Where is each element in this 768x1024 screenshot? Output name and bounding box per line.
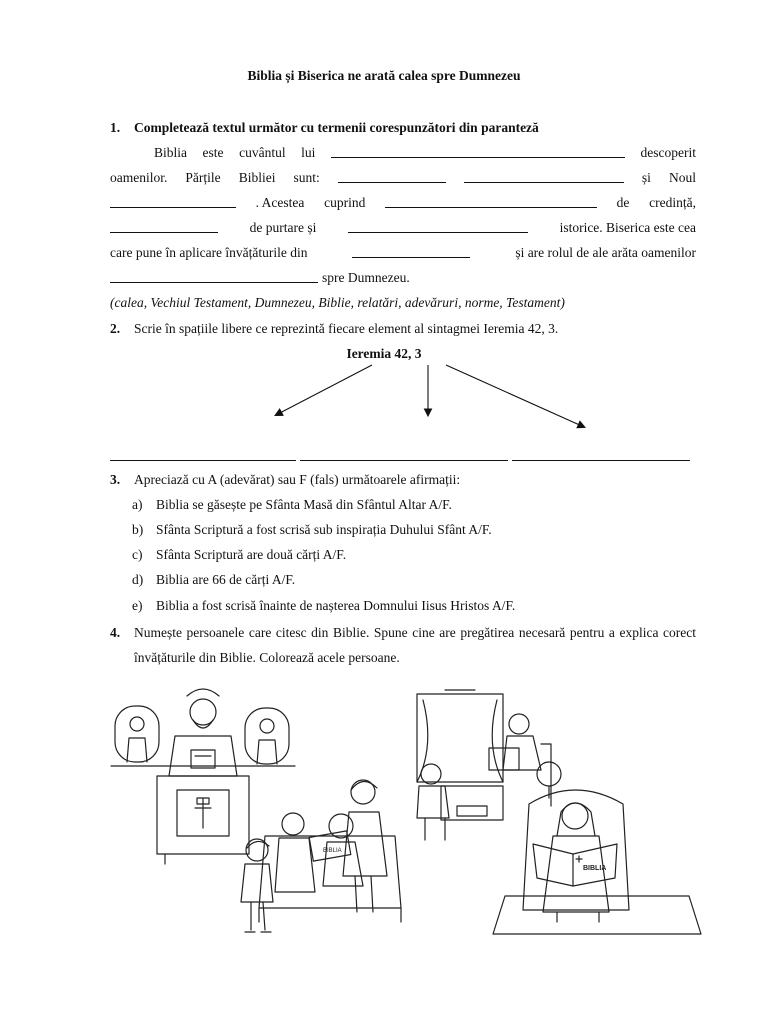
q1-word: Noul: [668, 170, 696, 185]
item-letter: d): [132, 572, 144, 587]
q4-text: Numește persoanele care citesc din Biblie. Spune cine are pregătirea necesară pentru a explica corect învățăturile din Biblie. Colorează acele persoane.: [134, 625, 696, 665]
q1-word: sunt:: [293, 170, 320, 185]
fill-blank[interactable]: [352, 256, 470, 258]
item-letter: e): [132, 598, 143, 613]
reading-room-scene: [417, 690, 701, 934]
fill-blank[interactable]: [338, 181, 446, 183]
book-label: BIBLIA: [583, 865, 607, 872]
q3-number: 3.: [110, 472, 121, 487]
arrow-right: [446, 365, 584, 427]
q1-word: și: [641, 170, 651, 185]
q1-line-3: [110, 193, 696, 211]
illustration-bible-readers: [105, 686, 705, 950]
q1-heading: [110, 120, 539, 136]
q1-word: oamenilor.: [110, 170, 168, 185]
fill-blank[interactable]: [331, 156, 625, 158]
q4-prompt: [110, 620, 696, 670]
q3-text: Apreciază cu A (adevărat) sau F (fals) următoarele afirmații:: [134, 472, 461, 487]
q1-word: de purtare și: [249, 220, 317, 235]
q1-word: de: [616, 195, 630, 210]
q1-word: cuprind: [324, 195, 366, 210]
q1-word: Biblia: [154, 145, 187, 160]
q1-word: . Acestea: [255, 195, 305, 210]
item-text: Biblia se găsește pe Sfânta Masă din Sfântul Altar A/F.: [156, 497, 452, 512]
q3-item: [132, 598, 515, 614]
answer-line-1[interactable]: [110, 460, 296, 461]
item-text: Sfânta Scriptură a fost scrisă sub inspirația Duhului Sfânt A/F.: [156, 522, 492, 537]
q2-reference: Ieremia 42, 3: [346, 346, 422, 361]
q1-word: este: [202, 145, 224, 160]
q2-number: 2.: [110, 321, 121, 336]
q1-word: credință,: [649, 195, 696, 210]
q1-line-1: [110, 143, 696, 161]
item-text: Sfânta Scriptură are două cărți A/F.: [156, 547, 347, 562]
q1-line-5: [110, 243, 696, 261]
q1-line-2: [110, 168, 696, 186]
q3-item: [132, 497, 452, 513]
family-scene: [241, 780, 401, 932]
q2-text: Scrie în spațiile libere ce reprezintă fiecare element al sintagmei Ieremia 42, 3.: [134, 321, 559, 336]
book-label-small: BIBLIA: [323, 848, 342, 854]
item-letter: a): [132, 497, 143, 512]
item-letter: b): [132, 522, 144, 537]
q3-prompt: [110, 472, 460, 488]
q1-line-4: [110, 218, 696, 236]
q1-options: (calea, Vechiul Testament, Dumnezeu, Biblie, relatări, adevăruri, norme, Testament): [110, 295, 565, 310]
q2-prompt: [110, 321, 558, 337]
fill-blank[interactable]: [110, 206, 236, 208]
fill-blank[interactable]: [464, 181, 624, 183]
q1-word: Părțile: [185, 170, 221, 185]
q1-word: Bibliei: [238, 170, 276, 185]
fill-blank[interactable]: [348, 231, 528, 233]
church-scene: [111, 689, 295, 864]
q3-item: [132, 572, 295, 588]
q1-word: cuvântul: [239, 145, 286, 160]
answer-line-2[interactable]: [300, 460, 508, 461]
arrow-left: [276, 365, 372, 415]
q1-word: și are rolul de ale arăta oamenilor: [515, 245, 696, 260]
fill-blank[interactable]: [385, 206, 597, 208]
q3-item: [132, 547, 346, 563]
worksheet-title: Biblia și Biserica ne arată calea spre Dumnezeu: [247, 68, 521, 83]
q2-arrows: [0, 355, 768, 435]
q1-line-6: [110, 268, 696, 286]
fill-blank[interactable]: [110, 281, 318, 283]
item-letter: c): [132, 547, 143, 562]
q1-word: lui: [301, 145, 316, 160]
answer-line-3[interactable]: [512, 460, 690, 461]
q1-word: istorice. Biserica este cea: [559, 220, 696, 235]
q1-number: 1.: [110, 120, 121, 135]
q1-word: care pune în aplicare învățăturile din: [110, 245, 308, 260]
q4-number: 4.: [110, 625, 121, 640]
q3-item: [132, 522, 492, 538]
fill-blank[interactable]: [110, 231, 218, 233]
item-text: Biblia a fost scrisă înainte de nașterea Domnului Iisus Hristos A/F.: [156, 598, 516, 613]
q1-heading-text: Completează textul următor cu termenii corespunzători din paranteză: [134, 120, 539, 135]
q1-word: spre Dumnezeu.: [322, 270, 410, 285]
q1-word: descoperit: [640, 145, 696, 160]
item-text: Biblia are 66 de cărți A/F.: [156, 572, 296, 587]
